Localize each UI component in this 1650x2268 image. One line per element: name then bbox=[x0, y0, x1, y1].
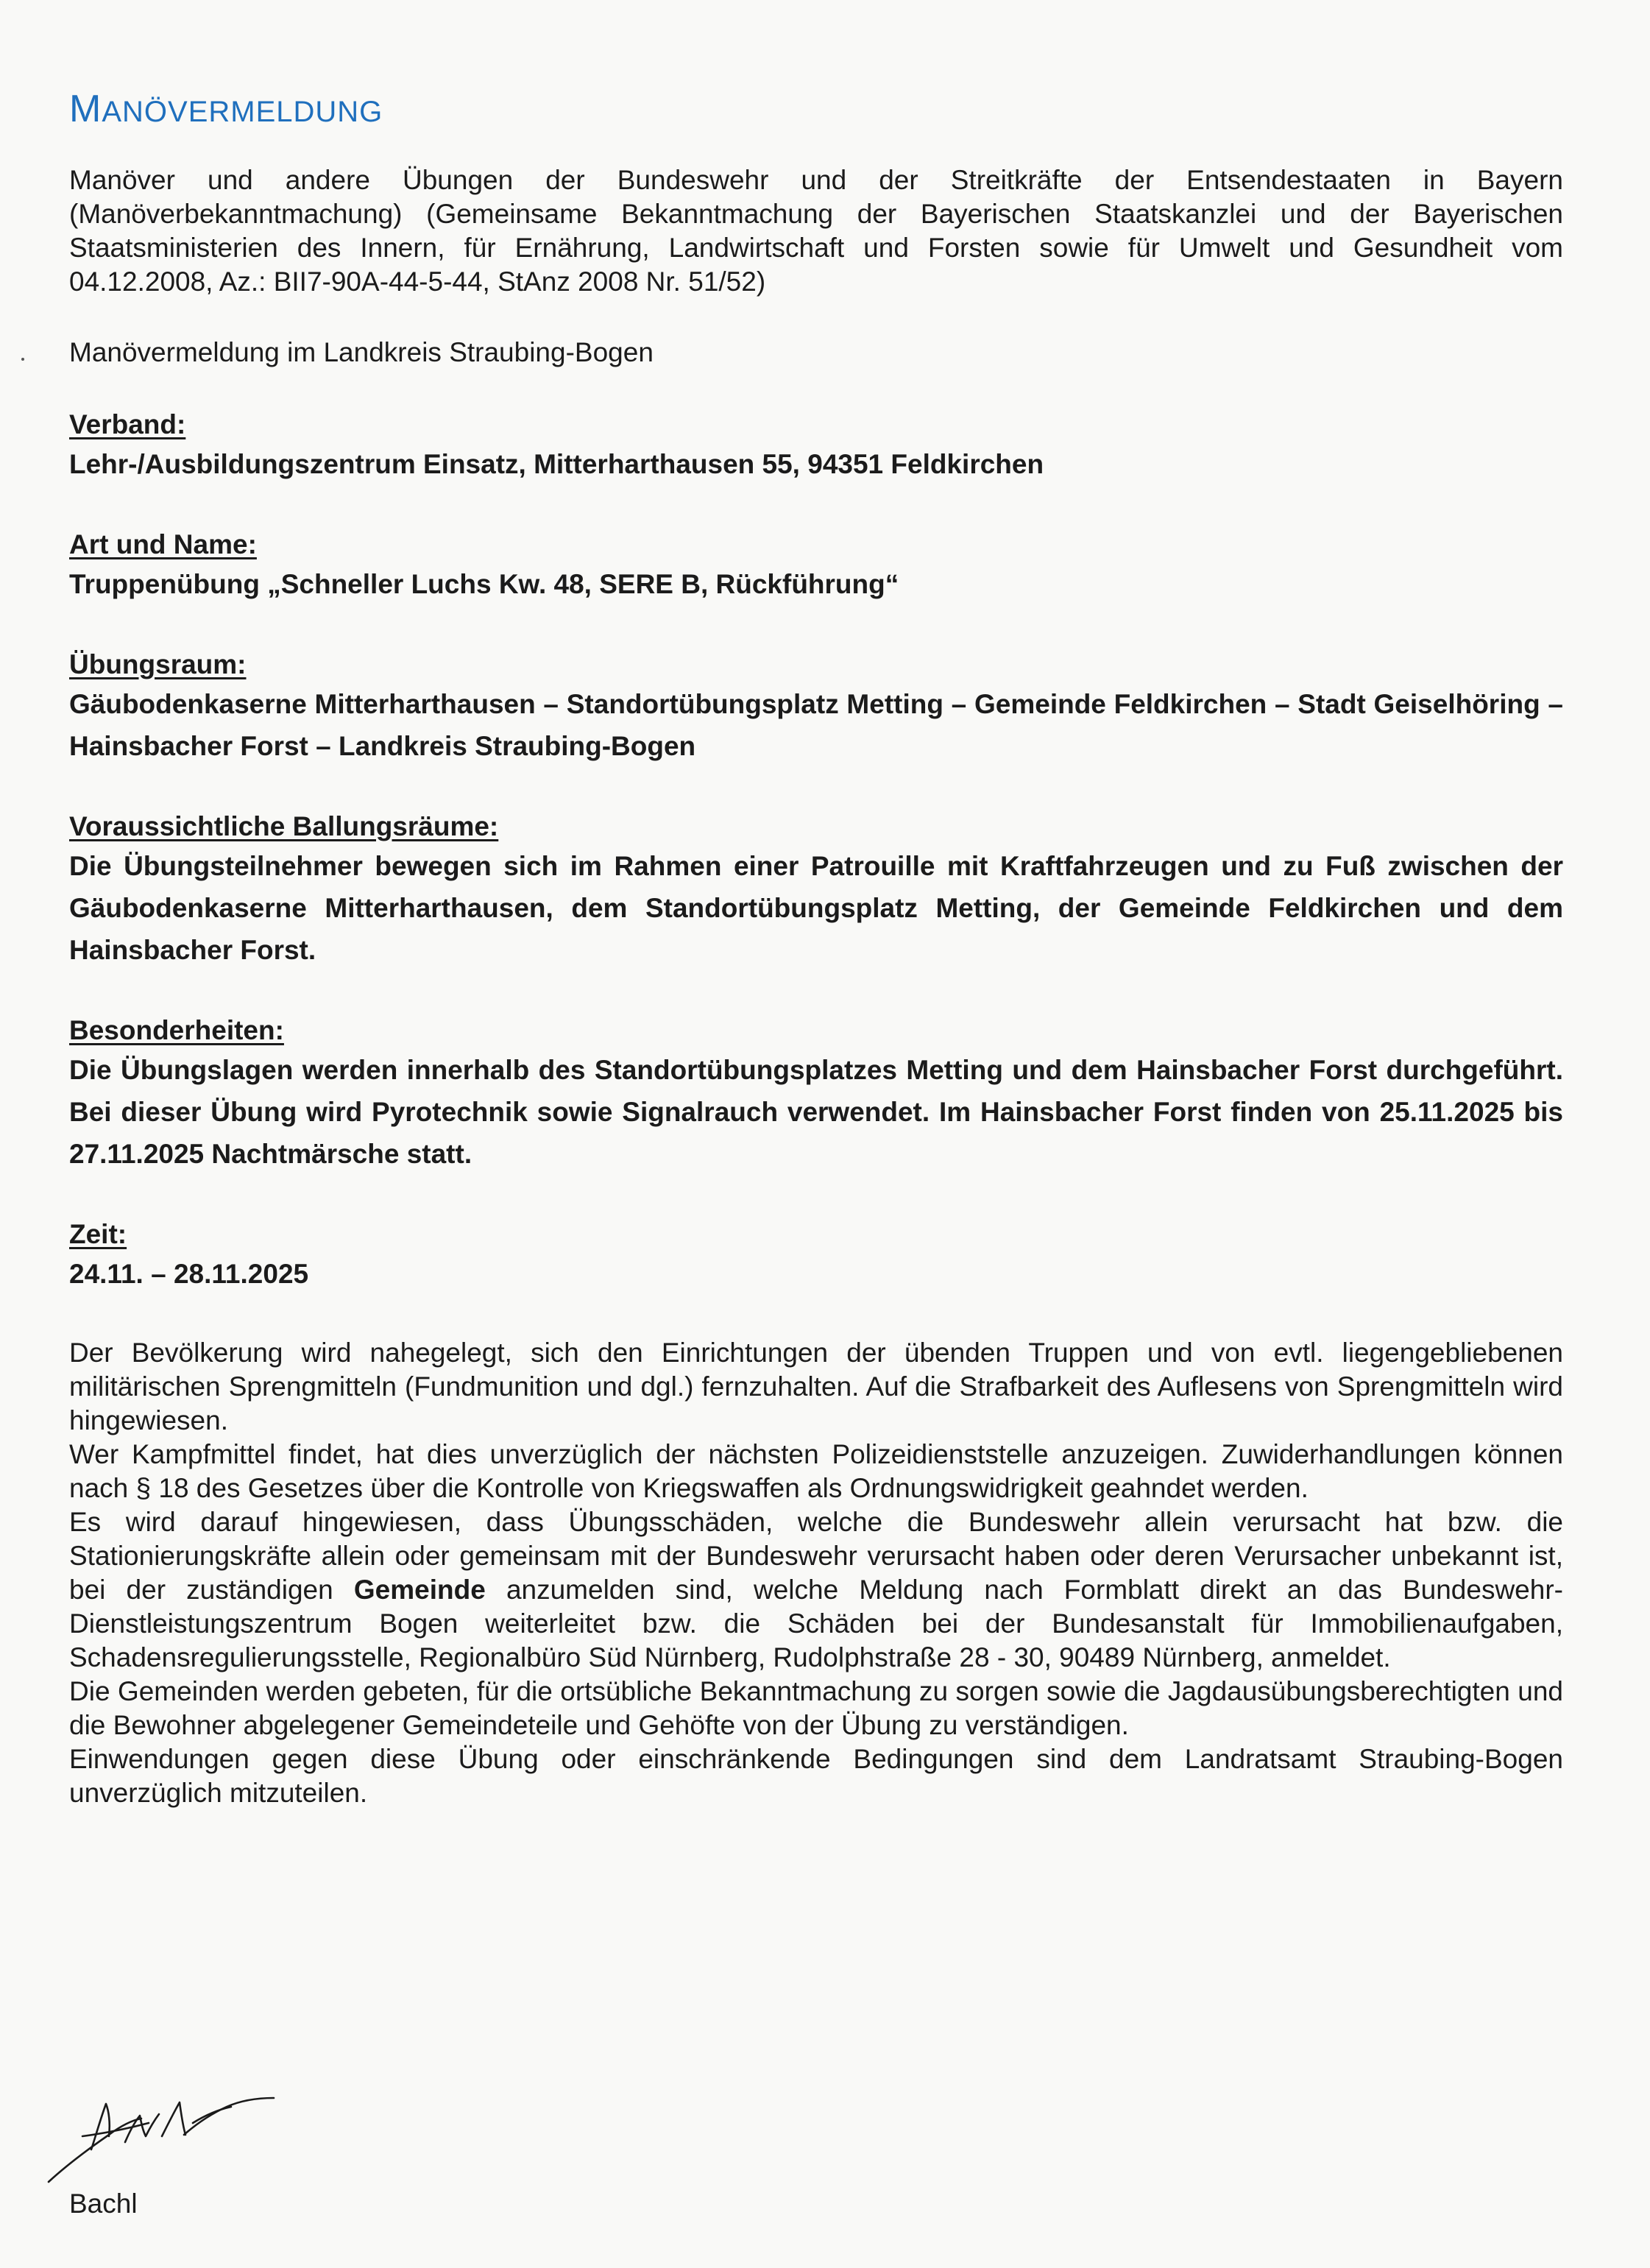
notice-emphasis: Gemeinde bbox=[353, 1575, 486, 1605]
scan-speck bbox=[21, 358, 24, 361]
notice-paragraph: Die Gemeinden werden gebeten, für die ortsübliche Bekanntmachung zu sorgen sowie die Jagdausübungsberechtigten und die Bewohner abgelegener Gemeindeteile und Gehöfte von der Übung zu verständigen. bbox=[69, 1676, 1563, 1740]
document-page bbox=[69, 87, 1563, 1810]
handwritten-signature bbox=[38, 2091, 288, 2186]
title-initial: M bbox=[69, 88, 102, 130]
section-text: 24.11. – 28.11.2025 bbox=[69, 1259, 309, 1289]
notice-paragraph: Wer Kampfmittel findet, hat dies unverzüglich der nächsten Polizeidienststelle anzuzeigen. Zuwiderhandlungen können nach § 18 des Gesetzes über die Kontrolle von Kriegswaffen als Ordnungswidrigkeit geahndet werden. bbox=[69, 1439, 1563, 1503]
notice-paragraph: Der Bevölkerung wird nahegelegt, sich den Einrichtungen der übenden Truppen und von evtl. liegengebliebenen militärischen Sprengmitteln (Fundmunition und dgl.) fernzuhalten. Auf die Strafbarkeit des Auflesens von Sprengmitteln wird hingewiesen. bbox=[69, 1338, 1563, 1435]
intro-paragraph: Manöver und andere Übungen der Bundeswehr und der Streitkräfte der Entsendestaaten in Bayern (Manöverbekanntmachung) (Gemeinsame Bekanntmachung der Bayerischen Staatskanzlei und der Bayerischen Staatsministerien des Innern, für Ernährung, Landwirtschaft und Forsten sowie für Umwelt und Gesundheit vom 04.12.2008, Az.: BII7-90A-44-5-44, StAnz 2008 Nr. 51/52) bbox=[69, 165, 1563, 297]
section-label: Voraussichtliche Ballungsräume: bbox=[69, 811, 499, 841]
section-ballungsraeume bbox=[69, 808, 1563, 971]
notice-paragraph bbox=[69, 1505, 1563, 1675]
notice-block bbox=[69, 1336, 1563, 1810]
section-text: Truppenübung „Schneller Luchs Kw. 48, SERE B, Rückführung“ bbox=[69, 569, 899, 599]
district-line: Manövermeldung im Landkreis Straubing-Bogen bbox=[69, 337, 654, 367]
section-text: Lehr-/Ausbildungszentrum Einsatz, Mitterharthausen 55, 94351 Feldkirchen bbox=[69, 449, 1044, 479]
section-label: Art und Name: bbox=[69, 529, 257, 559]
section-verband bbox=[69, 406, 1563, 485]
section-uebungsraum bbox=[69, 646, 1563, 767]
section-text: Gäubodenkaserne Mitterharthausen – Standortübungsplatz Metting – Gemeinde Feldkirchen – Stadt Geiselhöring – Hainsbacher Forst – Landkreis Straubing-Bogen bbox=[69, 689, 1563, 761]
document-title bbox=[69, 87, 1563, 131]
signer-name: Bachl bbox=[69, 2188, 138, 2219]
notice-paragraph: Einwendungen gegen diese Übung oder einschränkende Bedingungen sind dem Landratsamt Straubing-Bogen unverzüglich mitzuteilen. bbox=[69, 1744, 1563, 1808]
notice-text: anzumelden sind, welche Meldung nach Formblatt direkt an das Bundeswehr-Dienstleistungszentrum Bogen weiterleitet bzw. die Schäden bei der Bundesanstalt für Immobilienaufgaben, Schadensregulierungsstelle, Regionalbüro Süd Nürnberg, Rudolphstraße 28 - 30, 90489 Nürnberg, anmeldet. bbox=[69, 1575, 1563, 1672]
title-rest: ANÖVERMELDUNG bbox=[102, 96, 383, 128]
section-text: Die Übungsteilnehmer bewegen sich im Rahmen einer Patrouille mit Kraftfahrzeugen und zu Fuß zwischen der Gäubodenkaserne Mitterharthausen, dem Standortübungsplatz Metting, der Gemeinde Feldkirchen und dem Hainsbacher Forst. bbox=[69, 851, 1563, 965]
section-label: Übungsraum: bbox=[69, 649, 247, 679]
section-art-und-name bbox=[69, 526, 1563, 605]
section-label: Verband: bbox=[69, 409, 186, 439]
section-besonderheiten bbox=[69, 1012, 1563, 1175]
notice-text: Es wird darauf hingewiesen, dass Übungsschäden, welche die Bundeswehr allein verursacht hat bzw. die Stationierungskräfte allein oder gemeinsam mit der Bundeswehr verursacht haben oder deren Verursacher unbekannt ist, bei der zuständigen bbox=[69, 1507, 1563, 1605]
section-label: Zeit: bbox=[69, 1219, 127, 1249]
section-label: Besonderheiten: bbox=[69, 1015, 284, 1045]
section-zeit bbox=[69, 1216, 1563, 1295]
section-text: Die Übungslagen werden innerhalb des Standortübungsplatzes Metting und dem Hainsbacher Forst durchgeführt. Bei dieser Übung wird Pyrotechnik sowie Signalrauch verwendet. Im Hainsbacher Forst finden von 25.11.2025 bis 27.11.2025 Nachtmärsche statt. bbox=[69, 1055, 1563, 1169]
